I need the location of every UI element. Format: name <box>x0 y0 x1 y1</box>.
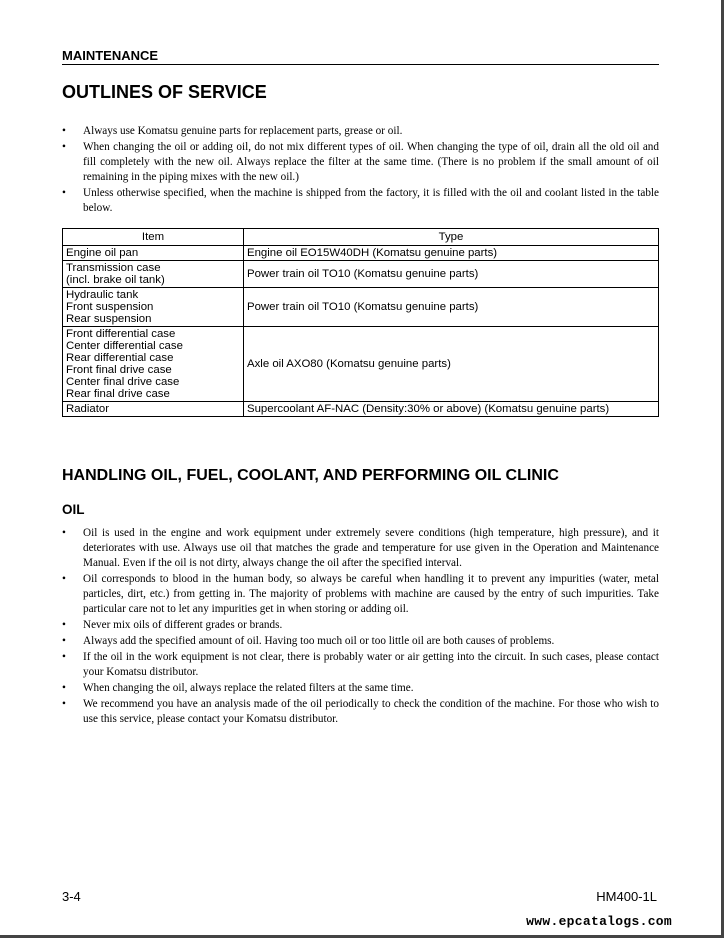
oil-type-table <box>62 228 659 417</box>
page-number: 3-4 <box>62 889 81 904</box>
bullet-text: Never mix oils of different grades or brands. <box>83 619 283 631</box>
item-line: Front suspension <box>66 301 154 313</box>
table-header-row <box>63 229 659 246</box>
watermark: www.epcatalogs.com <box>526 914 672 929</box>
type-cell: Axle oil AXO80 (Komatsu genuine parts) <box>244 327 659 402</box>
list-item: • Always use Komatsu genuine parts for replacement parts, grease or oil. <box>62 125 403 137</box>
table-row <box>63 261 659 288</box>
outlines-bullet-list <box>62 124 659 217</box>
item-line: Center differential case <box>66 340 183 352</box>
bullet-text: Always use Komatsu genuine parts for replacement parts, grease or oil. <box>83 125 403 137</box>
list-item: • We recommend you have an analysis made of the oil periodically to check the condition of the machine. For those who wish to use this service, please contact your Komatsu distributor. <box>62 698 659 725</box>
section-header: MAINTENANCE <box>62 48 159 63</box>
list-item: • Unless otherwise specified, when the machine is shipped from the factory, it is filled with the oil and coolant listed in the table below. <box>62 187 659 214</box>
column-header-item: Item <box>63 229 244 246</box>
bullet-text: When changing the oil, always replace the related filters at the same time. <box>83 682 414 694</box>
header-rule <box>62 64 659 65</box>
item-cell <box>63 288 244 327</box>
oil-bullet-list <box>62 526 659 728</box>
oil-subtitle: OIL <box>62 502 85 517</box>
item-cell <box>63 327 244 402</box>
column-header-type: Type <box>244 229 659 246</box>
item-line: (incl. brake oil tank) <box>66 274 165 286</box>
item-line: Hydraulic tank <box>66 289 139 301</box>
bullet-text: Unless otherwise specified, when the machine is shipped from the factory, it is filled with the oil and coolant listed in the table below. <box>83 187 659 214</box>
list-item: • Oil is used in the engine and work equipment under extremely severe conditions (high temperature, high pressure), and it deteriorates with use. Always use oil that matches the grade and temperature for use given in the Operation and Maintenance Manual. Even if the oil is not dirty, always change the oil after the specified interval. <box>62 527 659 569</box>
bullet-text: Always add the specified amount of oil. Having too much oil or too little oil are both causes of problems. <box>83 635 555 647</box>
type-cell: Supercoolant AF-NAC (Density:30% or above) (Komatsu genuine parts) <box>244 402 659 417</box>
model-number: HM400-1L <box>596 889 657 904</box>
item-cell <box>63 261 244 288</box>
item-line: Transmission case <box>66 262 161 274</box>
bullet-text: Oil corresponds to blood in the human body, so always be careful when handling it to prevent any impurities (water, metal particles, dirt, etc.) from getting in. The majority of problems with machine are caused by the entry of such impurities. Take particular care not to let any impurities get in when storing or adding oil. <box>83 573 659 615</box>
bullet-text: We recommend you have an analysis made of the oil periodically to check the condition of the machine. For those who wish to use this service, please contact your Komatsu distributor. <box>83 698 659 725</box>
list-item: • If the oil in the work equipment is not clear, there is probably water or air getting into the circuit. In such cases, please contact your Komatsu distributor. <box>62 651 659 678</box>
item-line: Radiator <box>66 403 110 415</box>
item-line: Rear differential case <box>66 352 174 364</box>
type-cell: Power train oil TO10 (Komatsu genuine parts) <box>244 288 659 327</box>
table-row <box>63 288 659 327</box>
list-item: • Never mix oils of different grades or brands. <box>62 619 283 631</box>
item-line: Rear suspension <box>66 313 152 325</box>
item-line: Rear final drive case <box>66 388 170 400</box>
list-item: • Always add the specified amount of oil. Having too much oil or too little oil are both causes of problems. <box>62 635 555 647</box>
list-item: • Oil corresponds to blood in the human body, so always be careful when handling it to prevent any impurities (water, metal particles, dirt, etc.) from getting in. The majority of problems with machine are caused by the entry of such impurities. Take particular care not to let any impurities get in when storing or adding oil. <box>62 573 659 615</box>
list-item: • When changing the oil or adding oil, do not mix different types of oil. When changing the type of oil, drain all the old oil and fill completely with the new oil. Always replace the filter at the same time. (There is no problem if the small amount of oil remaining in the piping mixes with the new oil.) <box>62 141 659 183</box>
bullet-text: If the oil in the work equipment is not clear, there is probably water or air getting into the circuit. In such cases, please contact your Komatsu distributor. <box>83 651 659 678</box>
table-row <box>63 327 659 402</box>
table-row <box>63 246 659 261</box>
type-cell: Power train oil TO10 (Komatsu genuine parts) <box>244 261 659 288</box>
item-cell <box>63 402 244 417</box>
outlines-title: OUTLINES OF SERVICE <box>62 82 267 102</box>
type-cell: Engine oil EO15W40DH (Komatsu genuine parts) <box>244 246 659 261</box>
item-cell <box>63 246 244 261</box>
list-item: • When changing the oil, always replace the related filters at the same time. <box>62 682 414 694</box>
item-line: Front differential case <box>66 328 176 340</box>
item-line: Center final drive case <box>66 376 180 388</box>
item-line: Engine oil pan <box>66 247 139 259</box>
handling-title: HANDLING OIL, FUEL, COOLANT, AND PERFORMING OIL CLINIC <box>62 467 559 484</box>
item-line: Front final drive case <box>66 364 172 376</box>
bullet-text: When changing the oil or adding oil, do not mix different types of oil. When changing the type of oil, drain all the old oil and fill completely with the new oil. Always replace the filter at the same time. (There is no problem if the small amount of oil remaining in the piping mixes with the new oil.) <box>83 141 659 183</box>
table-row <box>63 402 659 417</box>
bullet-text: Oil is used in the engine and work equipment under extremely severe conditions (high temperature, high pressure), and it deteriorates with use. Always use oil that matches the grade and temperature for use given in the Operation and Maintenance Manual. Even if the oil is not dirty, always change the oil after the specified interval. <box>83 527 659 569</box>
